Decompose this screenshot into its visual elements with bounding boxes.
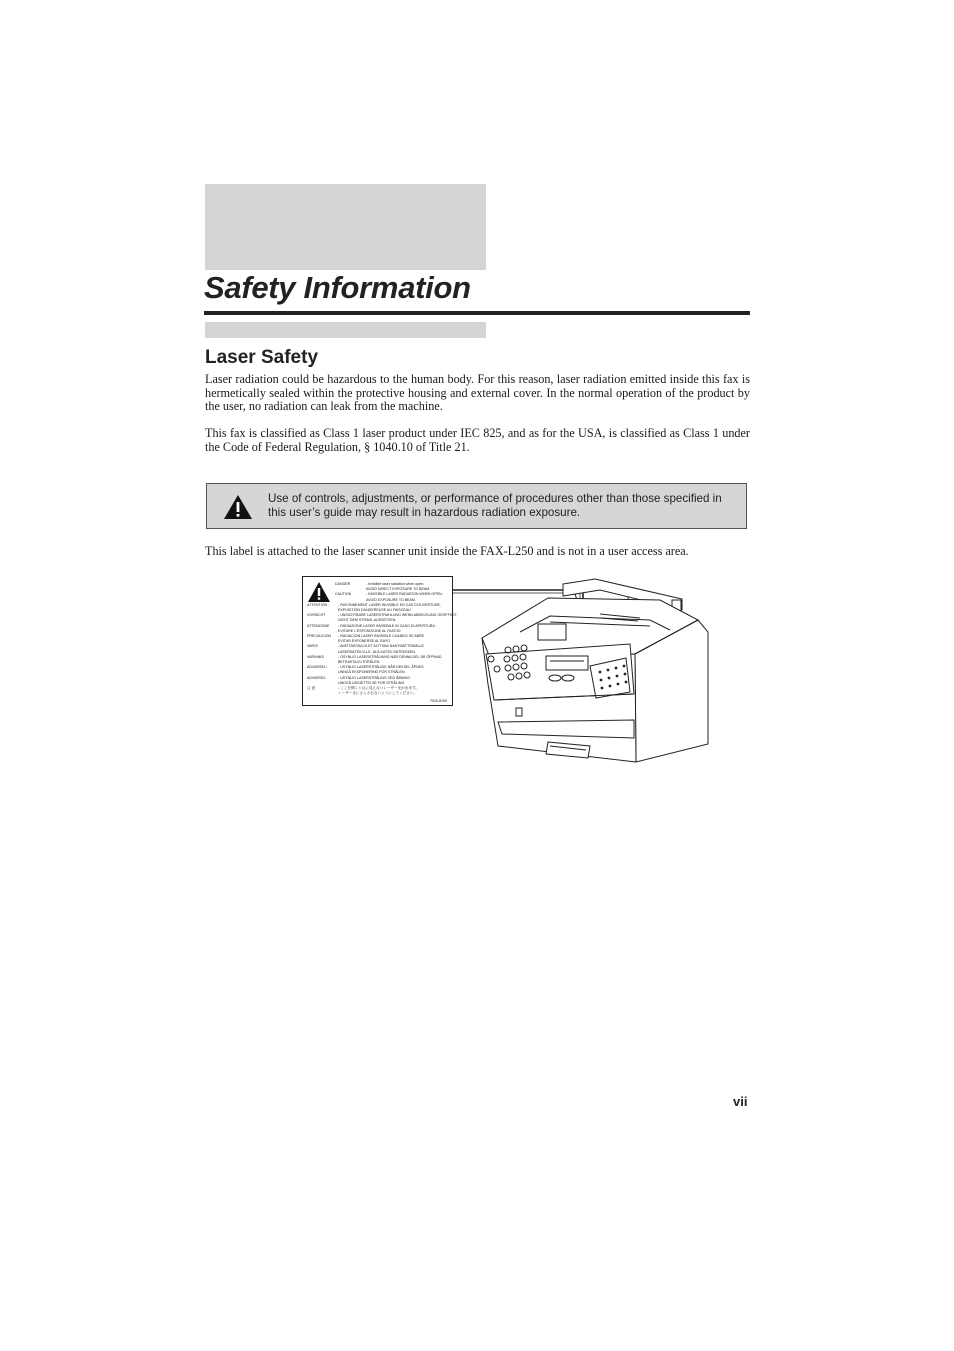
label-row-key: VARNING! (307, 654, 325, 659)
label-row (335, 592, 443, 596)
label-row (307, 655, 443, 659)
label-row-text: - ここを開くと目に見えないレーザー光が出ます。 (338, 686, 419, 690)
label-row-key: DANGER (335, 582, 351, 586)
label-row (307, 660, 380, 664)
label-row (307, 629, 401, 633)
label-row (307, 686, 419, 690)
label-code: RG5-8199 (430, 699, 447, 703)
label-row (307, 603, 441, 607)
label-row (307, 644, 424, 648)
laser-warning-label (302, 576, 458, 706)
label-row-key: 注 意 (307, 686, 316, 690)
label-row-text: - UNSICHTBARE LASERSTRAHLUNG WENN ABDECKUNG GEÖFFNET. (338, 613, 458, 618)
section-heading: Laser Safety (205, 347, 319, 368)
paragraph-laser-radiation: Laser radiation could be hazardous to the human body. For this reason, laser radiation emitted inside this fax is hermetically sealed within the protective housing and external cover. In the normal operation of the product by the user, no radiation can leak from the machine. (205, 372, 750, 414)
page-number: vii (733, 1094, 748, 1109)
label-row (307, 613, 458, 617)
label-row (307, 650, 416, 654)
label-row (335, 598, 416, 602)
label-row-text: レーザー光にさらされないようにしてください。 (338, 691, 418, 696)
label-row-text: - USYNLIG LASERSTRÅLING NÅR DEKSEL ÅPNES. (338, 665, 425, 670)
label-row-text: - Invisible laser radiation when open. (366, 582, 425, 586)
label-row-key: ATTENZIONE (307, 623, 330, 628)
label-row-key: CAUTION (335, 592, 352, 597)
label-row (307, 639, 391, 643)
label-row (307, 676, 411, 680)
label-row (307, 665, 425, 669)
label-row (335, 582, 424, 586)
label-row-key: ADVARSEL (307, 675, 326, 680)
paragraph-label-location: This label is attached to the laser scanner unit inside the FAX-L250 and is not in a user access area. (205, 544, 689, 558)
label-row (307, 634, 425, 638)
paragraph-classification: This fax is classified as Class 1 laser product under IEC 825, and as for the USA, is classified as Class 1 under the Code of Federal Regulation, § 1040.10 of Title 21. (205, 426, 750, 454)
label-row-text: BETRAKTA EJ STRÅLEN. (338, 660, 381, 664)
label-row (307, 681, 405, 685)
label-row-key: ATTENTION (307, 602, 328, 607)
title-rule (204, 311, 750, 315)
fax-machine-illustration (450, 574, 712, 770)
header-gray-band (205, 184, 486, 270)
caution-box (206, 483, 747, 529)
label-row-text: UNNGÅ EKSPONERING FOR STRÅLEN. (338, 670, 406, 675)
label-row-text: UNDGÅ UDSÆTTELSE FOR STRÅLING. (338, 680, 406, 685)
label-row-text: - RADIAZIONE LASER INVISIBILE IN CASO DI APERTURA. (338, 623, 436, 628)
label-row (335, 587, 430, 591)
warning-triangle-icon (307, 581, 331, 603)
label-row-key: ADVARSEL! (307, 665, 327, 670)
subheader-gray-band (205, 322, 486, 338)
label-row-text: EVITAR EXPONERSE AL RAYO. (338, 639, 392, 644)
label-row-text: EXPOSITION DANGEREUSE AU FAISCEAU. (338, 608, 412, 612)
label-row-text: - RAYONNEMENT LASER INVISIBLE EN CAS D'OUVERTURE, (338, 602, 441, 607)
label-row-text: - AVATTAESSA OLET ALTTIINA NÄKYMÄTTÖMÄLLE (338, 644, 424, 649)
label-row (307, 608, 412, 612)
label-row (307, 670, 406, 674)
label-row (307, 691, 417, 695)
lcd-display (546, 656, 588, 670)
label-row-text: AVOID EXPOSURE TO BEAM. (366, 597, 416, 602)
label-row (307, 624, 436, 628)
label-row-text: - RADIACION LASER INVISIBLE CUANDO SE ABRE. (338, 634, 426, 638)
label-row-text: EVITARE L'ESPOSIZIONE AL FASCIO. (338, 628, 402, 633)
label-row-text: - OSYNLIG LASERSTRÅLNING NÄR DENNA DEL ÄR ÖPPNAD. (338, 654, 443, 659)
label-row-text: - USYNLIG LASERSTRÅLING VED ÅBNING. (338, 675, 411, 680)
label-row-key: PRECAUCION (307, 634, 331, 638)
page-title: Safety Information (204, 270, 471, 305)
label-row-text: LASERSÄTEILYLLE. ÄLÄ KATSO SÄTEESEEN. (338, 649, 416, 654)
label-row-text: AVOID DIRECT EXPOSURE TO BEAM. (366, 587, 431, 592)
label-row-text: NICHT DEM STRAHL AUSSETZEN. (338, 618, 397, 623)
caution-text: Use of controls, adjustments, or performance of procedures other than those specified in this user’s guide may result in hazardous radiation exposure. (268, 492, 722, 519)
label-row-key: VORSICHT (307, 613, 326, 618)
label-row (307, 618, 396, 622)
label-row-text: - INVISIBLE LASER RADIATION WHEN OPEN. (366, 592, 443, 597)
label-row-key: VARO! (307, 644, 318, 649)
warning-triangle-icon (223, 494, 253, 520)
